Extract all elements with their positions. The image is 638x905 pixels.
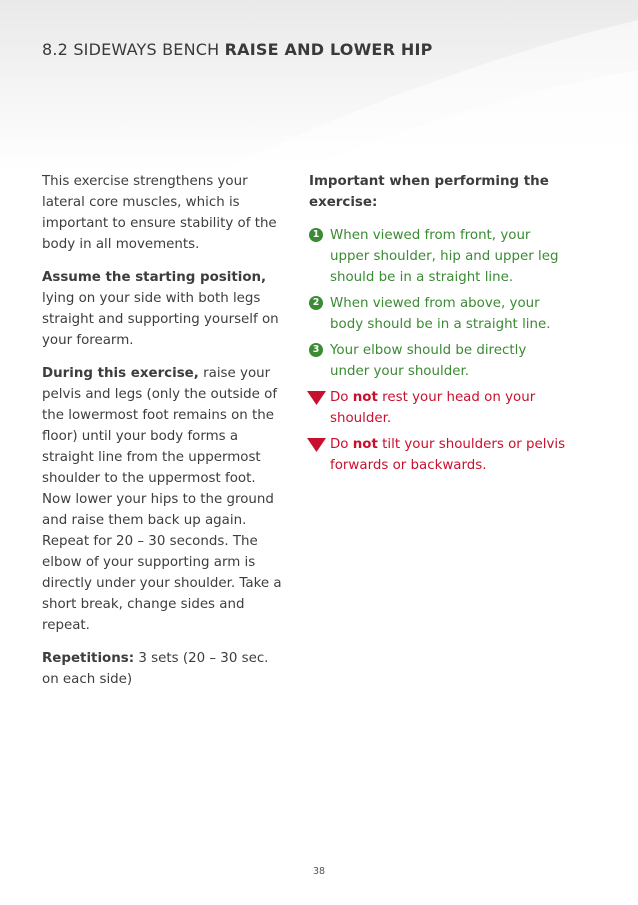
numbered-item — [309, 340, 569, 382]
page-title-bold: RAISE AND LOWER HIP — [224, 40, 433, 59]
during-exercise-lead: During this exercise, — [42, 366, 199, 381]
starting-position-paragraph — [42, 267, 288, 351]
during-exercise-paragraph — [42, 363, 288, 636]
exercise-description — [42, 171, 288, 702]
repetitions-text: 3 sets (20 – 30 sec. on each side) — [42, 651, 269, 687]
number-badge-icon: 3 — [309, 343, 323, 357]
starting-position-lead: Assume the starting position, — [42, 270, 267, 285]
important-heading: Important when performing the exercise: — [309, 174, 549, 210]
warning-emphasis: not — [352, 437, 378, 452]
number-badge-icon: 2 — [309, 296, 323, 310]
numbered-item — [309, 225, 569, 288]
warning-emphasis: not — [352, 390, 378, 405]
numbered-item — [309, 293, 569, 335]
important-notes — [309, 171, 569, 481]
warning-post: rest your head on your shoulder. — [330, 390, 536, 426]
starting-position-text: lying on your side with both legs straight and supporting yourself on your forearm. — [42, 291, 279, 348]
numbered-item-text: When viewed from front, your upper shoulder, hip and upper leg should be in a straight line. — [330, 228, 559, 285]
repetitions-lead: Repetitions: — [42, 651, 135, 666]
intro-paragraph: This exercise strengthens your lateral core muscles, which is important to ensure stability of the body in all movements. — [42, 174, 277, 252]
numbered-item-text: When viewed from above, your body should be in a straight line. — [330, 296, 551, 332]
warning-post: tilt your shoulders or pelvis forwards or backwards. — [330, 437, 566, 473]
warning-item — [309, 434, 569, 476]
page-title-prefix: 8.2 SIDEWAYS BENCH — [42, 40, 225, 59]
numbered-item-text: Your elbow should be directly under your shoulder. — [330, 343, 527, 379]
repetitions-paragraph — [42, 648, 288, 690]
warning-item — [309, 387, 569, 429]
warning-triangle-icon — [307, 391, 326, 405]
header-swoosh-decoration — [0, 0, 638, 170]
page-number: 38 — [312, 866, 326, 877]
during-exercise-text: raise your pelvis and legs (only the outside of the lowermost foot remains on the floor) until your body forms a straight line from the uppermost shoulder to the uppermost foot. Now lower your hips to the ground and raise them back up again. Repeat for 20 – 30 seconds. The elbow of your supporting arm is directly under your shoulder. Take a short break, change sides and repeat. — [42, 366, 282, 633]
page-title — [42, 40, 433, 59]
number-badge-icon: 1 — [309, 228, 323, 242]
warning-triangle-icon — [307, 438, 326, 452]
warning-pre: Do — [330, 390, 353, 405]
warning-pre: Do — [330, 437, 353, 452]
